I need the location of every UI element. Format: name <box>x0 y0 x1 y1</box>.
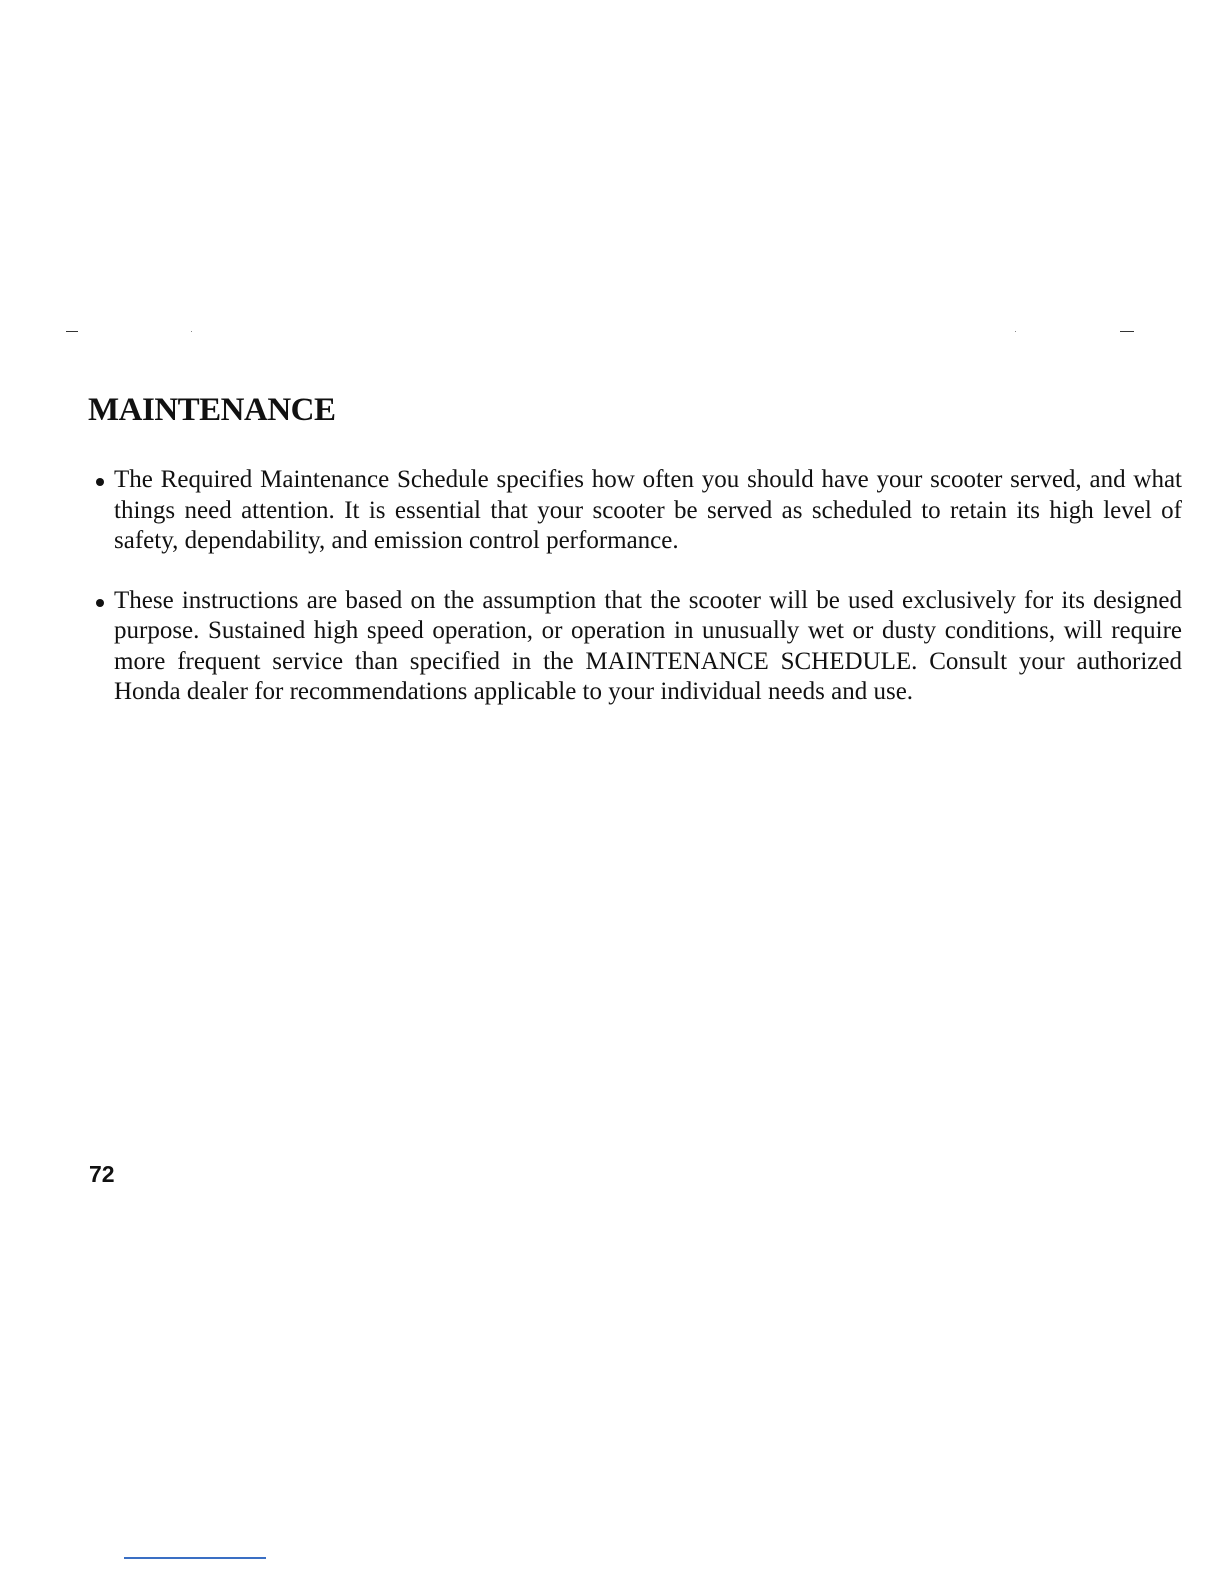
scan-speck <box>1015 331 1016 332</box>
bullet-dot-icon <box>96 478 104 486</box>
bullet-dot-icon <box>96 599 104 607</box>
bullet-text: The Required Maintenance Schedule specifies how often you should have your scooter served, and what things need attention. It is essential that your scooter be served as scheduled to retain its high level of safety, dependability, and emission control performance. <box>114 466 1182 554</box>
bottom-rule <box>124 1557 266 1559</box>
crop-mark-left <box>66 331 78 332</box>
page-number: 72 <box>89 1161 115 1187</box>
crop-mark-right <box>1120 331 1134 332</box>
section-title: MAINTENANCE <box>88 392 336 428</box>
bullet-text: These instructions are based on the assumption that the scooter will be used exclusively for its designed purpose. Sustained high speed operation, or operation in unusually wet or dusty conditions, will require more frequent service than specified in the MAINTENANCE SCHEDULE. Consult your authorized Honda dealer for recommendations applicable to your individual needs and use. <box>114 586 1182 705</box>
bullet-item <box>88 465 1182 557</box>
bullet-list <box>88 465 1182 737</box>
bullet-item <box>88 586 1182 708</box>
scan-speck <box>191 331 192 332</box>
